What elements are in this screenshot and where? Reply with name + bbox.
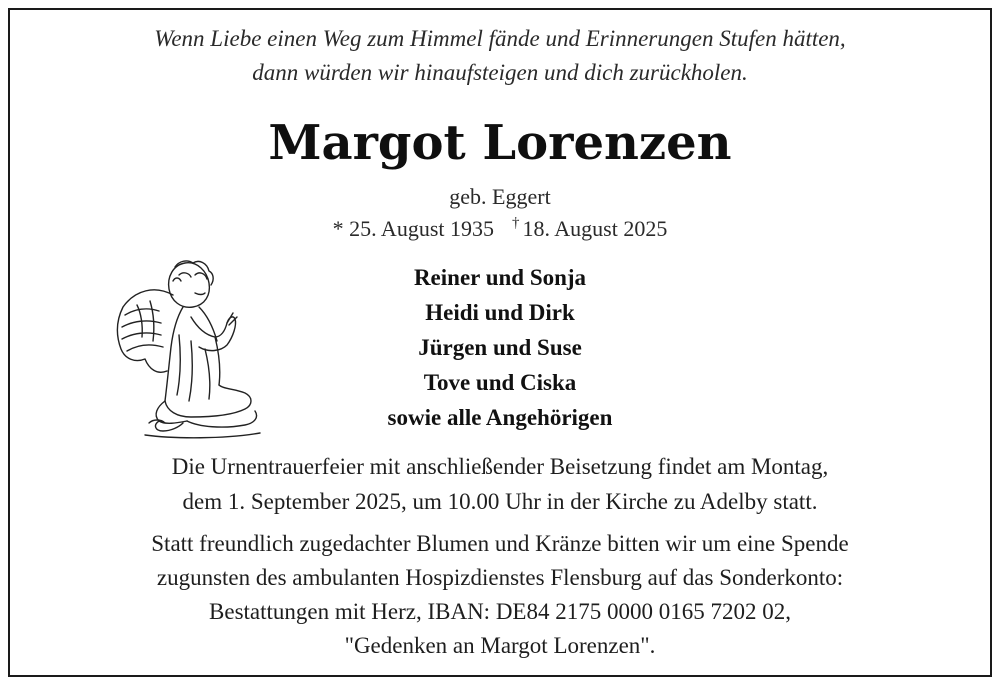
motto-line-2: dann würden wir hinaufsteigen und dich zurückholen. bbox=[252, 60, 748, 85]
ceremony-line-2: dem 1. September 2025, um 10.00 Uhr in der Kirche zu Adelby statt. bbox=[182, 489, 818, 514]
mourner-line: Heidi und Dirk bbox=[425, 300, 575, 325]
mourner-line: Tove und Ciska bbox=[423, 370, 577, 395]
motto-line-1: Wenn Liebe einen Weg zum Himmel fände und Erinnerungen Stufen hätten, bbox=[154, 26, 846, 51]
mourner-line: Reiner und Sonja bbox=[413, 265, 587, 290]
cross-icon: † bbox=[512, 215, 520, 231]
donation-line-3: Bestattungen mit Herz, IBAN: DE84 2175 0000 0165 7202 02, bbox=[209, 599, 791, 624]
birth-name: geb. Eggert bbox=[449, 184, 551, 209]
deceased-name: Margot Lorenzen bbox=[268, 115, 732, 171]
mourner-line: Jürgen und Suse bbox=[418, 335, 582, 360]
donation-line-2: zugunsten des ambulanten Hospizdienstes Flensburg auf das Sonderkonto: bbox=[156, 565, 844, 590]
ceremony-line-1: Die Urnentrauerfeier mit anschließender Beisetzung findet am Montag, bbox=[171, 454, 829, 479]
praying-angel-icon bbox=[95, 245, 265, 445]
birth-date: * 25. August 1935 bbox=[332, 216, 494, 241]
donation-line-1: Statt freundlich zugedachter Blumen und Kränze bitten wir um eine Spende bbox=[151, 531, 849, 556]
mourner-line: sowie alle Angehörigen bbox=[387, 405, 613, 430]
donation-line-4: "Gedenken an Margot Lorenzen". bbox=[344, 633, 656, 658]
life-dates bbox=[0, 216, 1000, 242]
death-date: 18. August 2025 bbox=[522, 216, 668, 241]
